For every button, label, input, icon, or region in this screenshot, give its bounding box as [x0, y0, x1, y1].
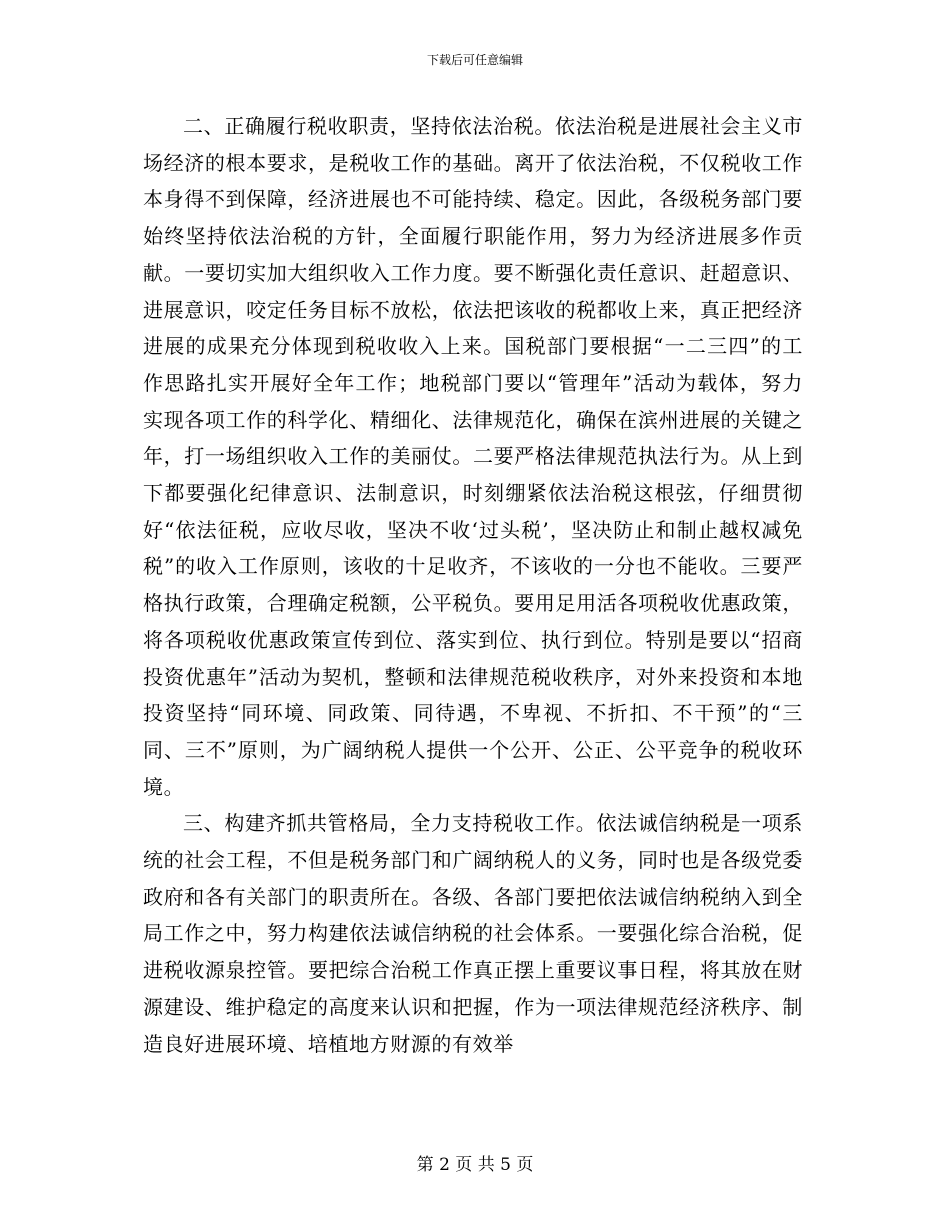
paragraph-section-two: 二、正确履行税收职责，坚持依法治税。依法治税是进展社会主义市场经济的根本要求，是税收工作的基础。离开了依法治税，不仅税收工作本身得不到保障，经济进展也不可能持续、稳定。因此，各级税务部门要始终坚持依法治税的方针，全面履行职能作用，努力为经济进展多作贡献。一要切实加大组织收入工作力度。要不断强化责任意识、赶超意识、进展意识，咬定任务目标不放松，依法把该收的税都收上来，真正把经济进展的成果充分体现到税收收入上来。国税部门要根据“一二三四”的工作思路扎实开展好全年工作；地税部门要以“管理年”活动为载体，努力实现各项工作的科学化、精细化、法律规范化，确保在滨州进展的关键之年，打一场组织收入工作的美丽仗。二要严格法律规范执法行为。从上到下都要强化纪律意识、法制意识，时刻绷紧依法治税这根弦，仔细贯彻好“依法征税，应收尽收，坚决不收‘过头税’，坚决防止和制止越权减免税”的收入工作原则，该收的十足收齐，不该收的一分也不能收。三要严格执行政策，合理确定税额，公平税负。要用足用活各项税收优惠政策，将各项税收优惠政策宣传到位、落实到位、执行到位。特别是要以“招商投资优惠年”活动为契机，整顿和法律规范税收秩序，对外来投资和本地投资坚持“同环境、同政策、同待遇，不卑视、不折扣、不干预”的“三同、三不”原则，为广阔纳税人提供一个公开、公正、公平竞争的税收环境。 [143, 114, 803, 799]
document-body [143, 108, 803, 1062]
paragraph-section-three: 三、构建齐抓共管格局，全力支持税收工作。依法诚信纳税是一项系统的社会工程，不但是税务部门和广阔纳税人的义务，同时也是各级党委政府和各有关部门的职责所在。各级、各部门要把依法诚信纳税纳入到全局工作之中，努力构建依法诚信纳税的社会体系。一要强化综合治税，促进税收源泉控管。要把综合治税工作真正摆上重要议事日程，将其放在财源建设、维护稳定的高度来认识和把握，作为一项法律规范经济秩序、制造良好进展环境、培植地方财源的有效举 [143, 811, 803, 1056]
page-header: 下载后可任意编辑 [426, 53, 523, 67]
page-number-footer: 第 2 页 共 5 页 [416, 1155, 534, 1175]
